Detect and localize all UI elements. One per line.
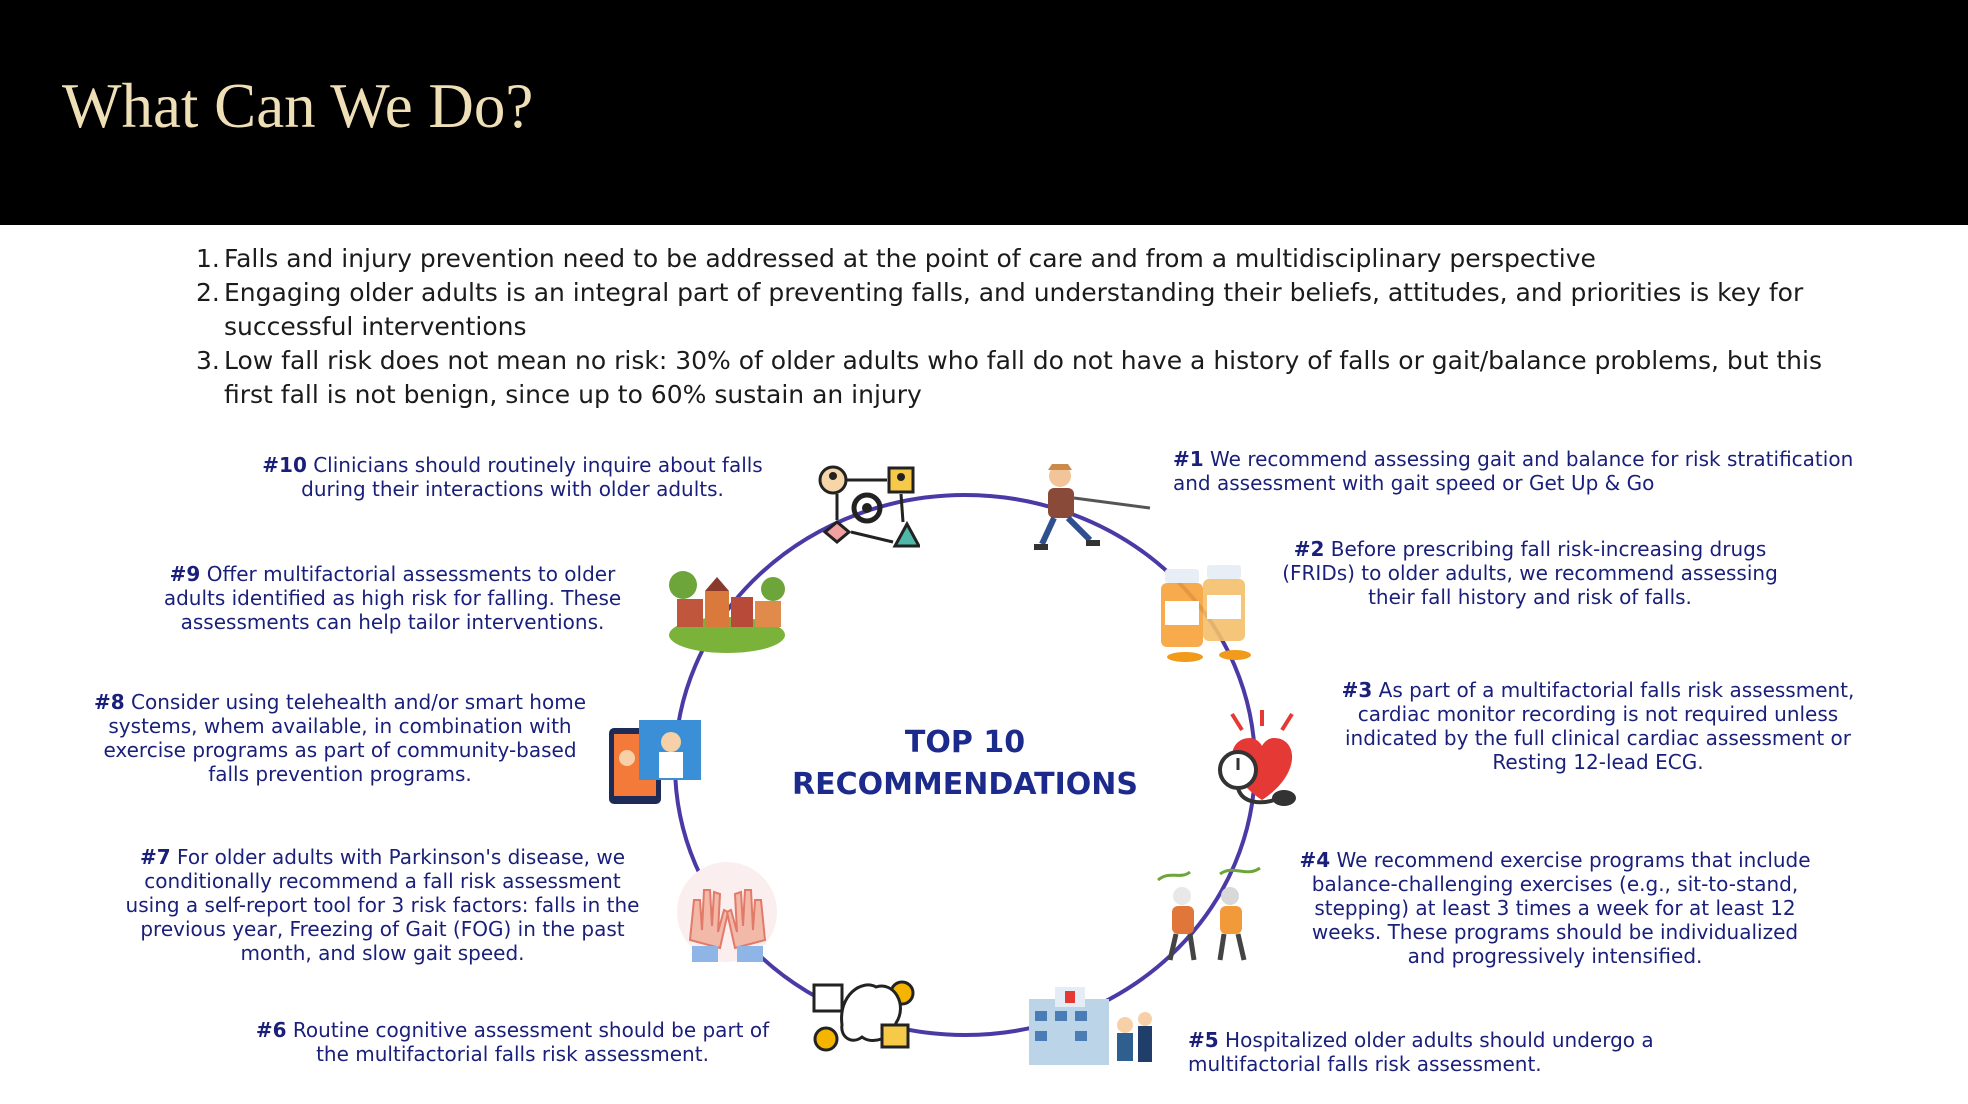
recommendation-number: #8 [94,690,125,714]
list-item [196,344,1846,412]
recommendation-number: #2 [1293,537,1325,561]
recommendation-10 [230,453,795,501]
recommendation-4 [1295,848,1815,968]
recommendation-number: #1 [1173,447,1204,471]
community-houses-icon [665,555,790,655]
recommendation-number: #10 [262,453,307,477]
recommendation-number: #4 [1299,848,1331,872]
list-item-number: 2. [196,278,220,307]
recommendation-text: Offer multifactorial assessments to older adults identified as high risk for falling. These assessments can help tailor interventions. [163,562,622,634]
recommendation-text: For older adults with Parkinson's disease, we conditionally recommend a fall risk assessment using a self-report tool for 3 risk factors: falls in the previous year, Freezing of Gait (FOG) in the past month, and slow gait speed. [125,845,640,965]
recommendation-number: #5 [1188,1028,1219,1052]
list-item-number: 1. [196,244,220,273]
recommendation-3 [1318,678,1878,774]
recommendation-7 [115,845,650,965]
recommendation-2 [1265,537,1795,609]
list-item [196,276,1846,344]
recommendation-5 [1188,1028,1708,1076]
recommendation-number: #7 [139,845,171,869]
recommendation-number: #3 [1341,678,1373,702]
recommendation-1 [1173,447,1893,495]
header-bar [0,0,1968,225]
recommendation-text: We recommend assessing gait and balance for risk stratification and assessment with gait speed or Get Up & Go [1173,447,1854,495]
list-item-text: Engaging older adults is an integral part of preventing falls, and understanding their beliefs, attitudes, and priorities is key for successful interventions [224,278,1804,341]
network-people-icon [815,462,920,552]
telehealth-tablet-icon [605,718,705,808]
recommendation-text: As part of a multifactorial falls risk assessment, cardiac monitor recording is not required unless indicated by the full clinical cardiac assessment or Resting 12-lead ECG. [1344,678,1855,774]
recommendation-text: Clinicians should routinely inquire about falls during their interactions with older adults. [301,453,763,501]
recommendation-number: #6 [255,1018,287,1042]
brain-gears-icon [812,975,917,1055]
recommendation-text: Hospitalized older adults should undergo a multifactorial falls risk assessment. [1188,1028,1654,1076]
recommendation-9 [140,562,645,634]
intro-list [196,242,1846,412]
list-item [196,242,1846,276]
recommendation-8 [80,690,600,786]
list-item-text: Falls and injury prevention need to be addressed at the point of care and from a multidisciplinary perspective [224,244,1596,273]
slide-title: What Can We Do? [62,71,534,141]
medicine-bottles-icon [1155,565,1260,665]
exercising-seniors-icon [1150,860,1265,965]
recommendation-text: Before prescribing fall risk-increasing drugs (FRIDs) to older adults, we recommend assessing their fall history and risk of falls. [1282,537,1778,609]
trembling-hands-icon [670,860,785,965]
heart-monitor-icon [1212,708,1312,818]
center-title: TOP 10 RECOMMENDATIONS [791,725,1139,802]
recommendation-text: Routine cognitive assessment should be part of the multifactorial falls risk assessment. [292,1018,770,1066]
hospital-icon [1025,985,1155,1075]
walking-elder-icon [1030,460,1155,560]
recommendation-text: We recommend exercise programs that include balance-challenging exercises (e.g., sit-to-stand, stepping) at least 3 times a week for at least 12 weeks. These programs should be individualized and progressively intensified. [1311,848,1811,968]
recommendation-number: #9 [169,562,201,586]
recommendation-6 [255,1018,770,1066]
list-item-text: Low fall risk does not mean no risk: 30% of older adults who fall do not have a history of falls or gait/balance problems, but this first fall is not benign, since up to 60% sustain an injury [224,346,1822,409]
recommendation-text: Consider using telehealth and/or smart home systems, whem available, in combination with exercise programs as part of community-based falls prevention programs. [103,690,586,786]
list-item-number: 3. [196,346,220,375]
